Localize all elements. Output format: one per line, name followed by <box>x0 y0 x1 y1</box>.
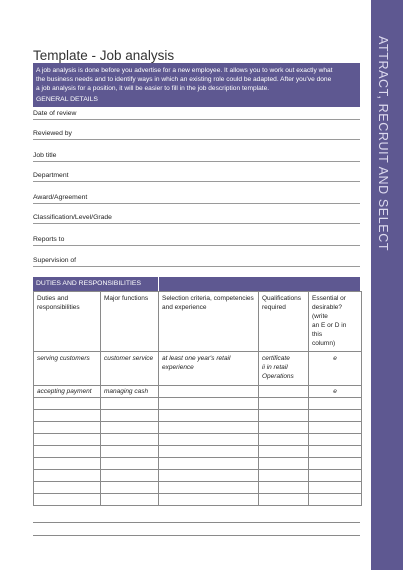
cell-criteria[interactable] <box>159 470 259 482</box>
duties-table <box>33 291 362 506</box>
cell-duty[interactable] <box>34 410 101 422</box>
cell-qualifications[interactable] <box>259 494 309 506</box>
cell-duty[interactable]: accepting payment <box>34 386 101 398</box>
cell-function[interactable] <box>101 410 159 422</box>
cell-criteria[interactable] <box>159 410 259 422</box>
cell-duty[interactable]: serving customers <box>34 352 101 386</box>
table-row <box>34 470 362 482</box>
general-details-header: GENERAL DETAILS <box>33 93 360 107</box>
table-header-row <box>34 292 362 352</box>
cell-essential[interactable] <box>309 482 362 494</box>
cell-qualifications[interactable] <box>259 398 309 410</box>
cell-qualification-line-2: ii in retail <box>262 364 288 371</box>
table-row <box>34 446 362 458</box>
cell-function[interactable] <box>101 422 159 434</box>
cell-criteria[interactable] <box>159 434 259 446</box>
cell-function[interactable] <box>101 398 159 410</box>
col-header-essential-line-3: an E or D in this <box>312 322 347 338</box>
cell-criteria[interactable] <box>159 494 259 506</box>
cell-qualifications[interactable] <box>259 446 309 458</box>
cell-qualification-line-1: certificate <box>262 355 290 362</box>
cell-function[interactable]: managing cash <box>101 386 159 398</box>
cell-essential[interactable] <box>309 422 362 434</box>
cell-duty[interactable] <box>34 434 101 446</box>
col-header-criteria: Selection criteria, competencies and experience <box>159 292 259 352</box>
cell-criteria[interactable] <box>159 422 259 434</box>
col-header-essential-line-2: (write <box>312 313 328 320</box>
cell-qualification-line-3: Operations <box>262 373 294 380</box>
cell-duty[interactable] <box>34 458 101 470</box>
intro-line-3: a job analysis for a position, it will be easier to fill in the job description template. <box>36 85 270 92</box>
table-row <box>34 494 362 506</box>
cell-qualifications[interactable] <box>259 410 309 422</box>
cell-criteria[interactable] <box>159 482 259 494</box>
cell-criteria[interactable] <box>159 458 259 470</box>
cell-essential[interactable]: e <box>309 352 362 386</box>
intro-line-2: the business needs and to identify ways in which an existing role could be adapted. After you've done <box>36 76 332 83</box>
cell-essential[interactable] <box>309 410 362 422</box>
cell-qualifications[interactable] <box>259 482 309 494</box>
cell-function[interactable] <box>101 434 159 446</box>
cell-duty[interactable] <box>34 482 101 494</box>
table-row <box>34 422 362 434</box>
cell-duty[interactable] <box>34 422 101 434</box>
cell-essential[interactable] <box>309 398 362 410</box>
col-header-duties: Duties and responsibilities <box>34 292 101 352</box>
table-row <box>34 482 362 494</box>
field-department[interactable]: Department <box>33 171 360 182</box>
table-row <box>34 410 362 422</box>
cell-essential[interactable]: e <box>309 386 362 398</box>
field-supervision-of[interactable]: Supervision of <box>33 256 360 267</box>
intro-line-1: A job analysis is done before you advertise for a new employee. It allows you to work out exactly what <box>36 67 333 74</box>
field-reports-to[interactable]: Reports to <box>33 235 360 246</box>
cell-function[interactable] <box>101 494 159 506</box>
cell-duty[interactable] <box>34 470 101 482</box>
cell-essential[interactable] <box>309 470 362 482</box>
duties-header-divider <box>158 277 159 291</box>
cell-function[interactable] <box>101 482 159 494</box>
intro-box <box>33 63 360 93</box>
cell-qualifications[interactable] <box>259 434 309 446</box>
cell-duty[interactable] <box>34 398 101 410</box>
table-row <box>34 386 362 398</box>
sidebar-title: ATTRACT, RECRUIT AND SELECT <box>376 36 390 252</box>
cell-function[interactable] <box>101 470 159 482</box>
cell-duty[interactable] <box>34 446 101 458</box>
field-reviewed-by[interactable]: Reviewed by <box>33 129 360 140</box>
col-header-functions: Major functions <box>101 292 159 352</box>
page-title: Template - Job analysis <box>33 48 175 63</box>
col-header-essential-line-1: Essential or desirable? <box>312 295 346 311</box>
cell-criteria[interactable]: at least one year's retail experience <box>159 352 259 386</box>
duties-header-label: DUTIES AND RESPONSIBILITIES <box>36 280 141 287</box>
cell-essential[interactable] <box>309 446 362 458</box>
col-header-qualifications: Qualifications required <box>259 292 309 352</box>
table-row <box>34 458 362 470</box>
table-row <box>34 398 362 410</box>
cell-function[interactable] <box>101 446 159 458</box>
cell-essential[interactable] <box>309 458 362 470</box>
cell-criteria[interactable] <box>159 446 259 458</box>
cell-function[interactable]: customer service <box>101 352 159 386</box>
cell-qualifications[interactable] <box>259 386 309 398</box>
cell-qualifications[interactable] <box>259 470 309 482</box>
cell-criteria[interactable] <box>159 398 259 410</box>
field-date-of-review[interactable]: Date of review <box>33 109 360 120</box>
cell-qualifications[interactable] <box>259 458 309 470</box>
cell-essential[interactable] <box>309 434 362 446</box>
cell-qualifications[interactable] <box>259 352 309 386</box>
table-bottom-rule <box>33 522 360 523</box>
table-bottom-rule-2 <box>33 535 360 536</box>
col-header-essential-line-4: column) <box>312 340 336 347</box>
col-header-essential <box>309 292 362 352</box>
table-row <box>34 434 362 446</box>
cell-function[interactable] <box>101 458 159 470</box>
field-classification[interactable]: Classification/Level/Grade <box>33 213 360 224</box>
cell-criteria[interactable] <box>159 386 259 398</box>
field-award-agreement[interactable]: Award/Agreement <box>33 193 360 204</box>
cell-essential[interactable] <box>309 494 362 506</box>
field-job-title[interactable]: Job title <box>33 151 360 162</box>
cell-qualifications[interactable] <box>259 422 309 434</box>
cell-duty[interactable] <box>34 494 101 506</box>
duties-header <box>33 277 360 291</box>
table-row <box>34 352 362 386</box>
